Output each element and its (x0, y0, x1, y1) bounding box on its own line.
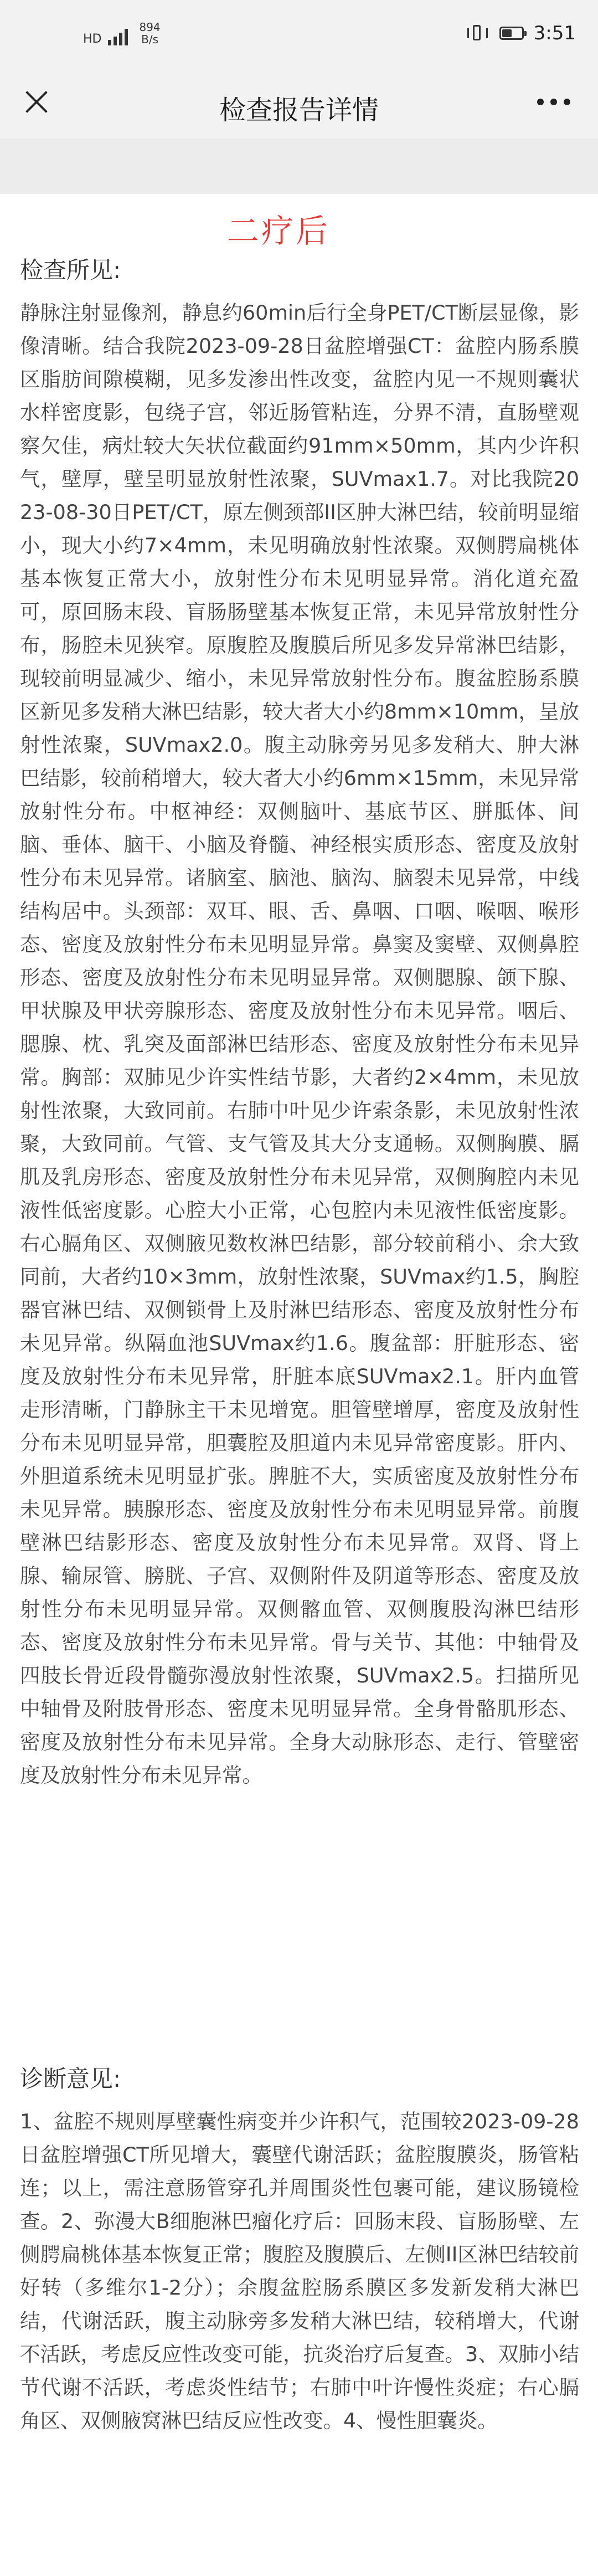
battery-icon (499, 27, 524, 40)
findings-text: 静脉注射显像剂，静息约60min后行全身PET/CT断层显像，影像清晰。结合我院2023-09-28日盆腔增强CT：盆腔内肠系膜区脂肪间隙模糊，见多发渗出性改变，盆腔内见一不规则囊状水样密度影，包绕子宫，邻近肠管粘连，分界不清，直肠壁观察欠佳，病灶较大矢状位截面约91mm×50mm，其内少许积气，壁厚，壁呈明显放射性浓聚，SUVmax1.7。对比我院2023-08-30日PET/CT，原左侧颈部II区肿大淋巴结，较前明显缩小，现大小约7×4mm，未见明确放射性浓聚。双侧腭扁桃体基本恢复正常大小，放射性分布未见明显异常。消化道充盈可，原回肠末段、盲肠肠壁基本恢复正常，未见异常放射性分布，肠腔未见狭窄。原腹腔及腹膜后所见多发异常淋巴结影，现较前明显减少、缩小，未见异常放射性分布。腹盆腔肠系膜区新见多发稍大淋巴结影，较大者大小约8mm×10mm，呈放射性浓聚，SUVmax2.0。腹主动脉旁另见多发稍大、肿大淋巴结影，较前稍增大，较大者大小约6mm×15mm，未见异常放射性分布。中枢神经：双侧脑叶、基底节区、胼胝体、间脑、垂体、脑干、小脑及脊髓、神经根实质形态、密度及放射性分布未见异常。诸脑室、脑池、脑沟、脑裂未见异常，中线结构居中。头颈部：双耳、眼、舌、鼻咽、口咽、喉咽、喉形态、密度及放射性分布未见明显异常。鼻窦及窦壁、双侧鼻腔形态、密度及放射性分布未见明显异常。双侧腮腺、颌下腺、甲状腺及甲状旁腺形态、密度及放射性分布未见异常。咽后、腮腺、枕、乳突及面部淋巴结形态、密度及放射性分布未见异常。胸部：双肺见少许实性结节影，大者约2×4mm，未见放射性浓聚，大致同前。右肺中叶见少许索条影，未见放射性浓聚，大致同前。气管、支气管及其大分支通畅。双侧胸膜、膈肌及乳房形态、密度及放射性分布未见异常，双侧胸腔内未见液性低密度影。心腔大小正常，心包腔内未见液性低密度影。右心膈角区、双侧腋见数枚淋巴结影，部分较前稍小、余大致同前，大者约10×3mm，放射性浓聚，SUVmax约1.5，胸腔器官淋巴结、双侧锁骨上及肘淋巴结形态、密度及放射性分布未见异常。纵隔血池SUVmax约1.6。腹盆部：肝脏形态、密度及放射性分布未见异常，肝脏本底SUVmax2.1。肝内血管走形清晰，门静脉主干未见增宽。胆管壁增厚，密度及放射性分布未见明显异常，胆囊腔及胆道内未见异常密度影。肝内、外胆道系统未见明显扩张。脾脏不大，实质密度及放射性分布未见异常。胰腺形态、密度及放射性分布未见明显异常。前腹壁淋巴结影形态、密度及放射性分布未见异常。双肾、肾上腺、输尿管、膀胱、子宫、双侧附件及阴道等形态、密度及放射性分布未见明显异常。双侧髂血管、双侧腹股沟淋巴结形态、密度及放射性分布未见异常。骨与关节、其他：中轴骨及四肢长骨近段骨髓弥漫放射性浓聚，SUVmax2.5。扫描所见中轴骨及附肢骨形态、密度未见明显异常。全身骨骼肌形态、密度及放射性分布未见异常。全身大动脉形态、走行、管壁密度及放射性分布未见异常。 (20, 301, 579, 1787)
nav-bar (0, 66, 598, 138)
status-left (83, 21, 161, 45)
battery-fill (502, 29, 512, 37)
status-time: 3:51 (533, 22, 576, 44)
diagnosis-text: 1、盆腔不规则厚壁囊性病变并少许积气，范围较2023-09-28日盆腔增强CT所见增大，囊壁代谢活跃；盆腔腹膜炎，肠管粘连；以上，需注意肠管穿孔并周围炎性包裹可能，建议肠镜检查。2、弥漫大B细胞淋巴瘤化疗后：回肠末段、盲肠肠壁、左侧腭扁桃体基本恢复正常；腹腔及腹膜后、左侧II区淋巴结较前好转（多维尔1-2分）；余腹盆腔肠系膜区多发新发稍大淋巴结，代谢活跃，腹主动脉旁多发稍大淋巴结，较稍增大，代谢不活跃，考虑反应性改变可能，抗炎治疗后复查。3、双肺小结节代谢不活跃，考虑炎性结节；右肺中叶许慢性炎症；右心膈角区、双侧腋窝淋巴结反应性改变。4、慢性胆囊炎。 (20, 2110, 579, 2433)
status-bar (0, 0, 598, 66)
findings-title: 检查所见: (20, 256, 121, 284)
page-title: 检查报告详情 (219, 95, 379, 126)
more-icon[interactable] (537, 99, 570, 105)
network-speed-value: 894 (139, 20, 161, 34)
status-right (467, 22, 576, 44)
vibrate-icon (467, 23, 489, 43)
network-type: HD (83, 32, 102, 46)
network-speed-unit: B/s (141, 33, 159, 46)
network-speed (139, 21, 160, 45)
diagnosis-title: 诊断意见: (20, 2065, 121, 2092)
treatment-stamp: 二疗后 (227, 212, 331, 250)
signal-icon (108, 27, 128, 45)
header-band (0, 138, 598, 194)
